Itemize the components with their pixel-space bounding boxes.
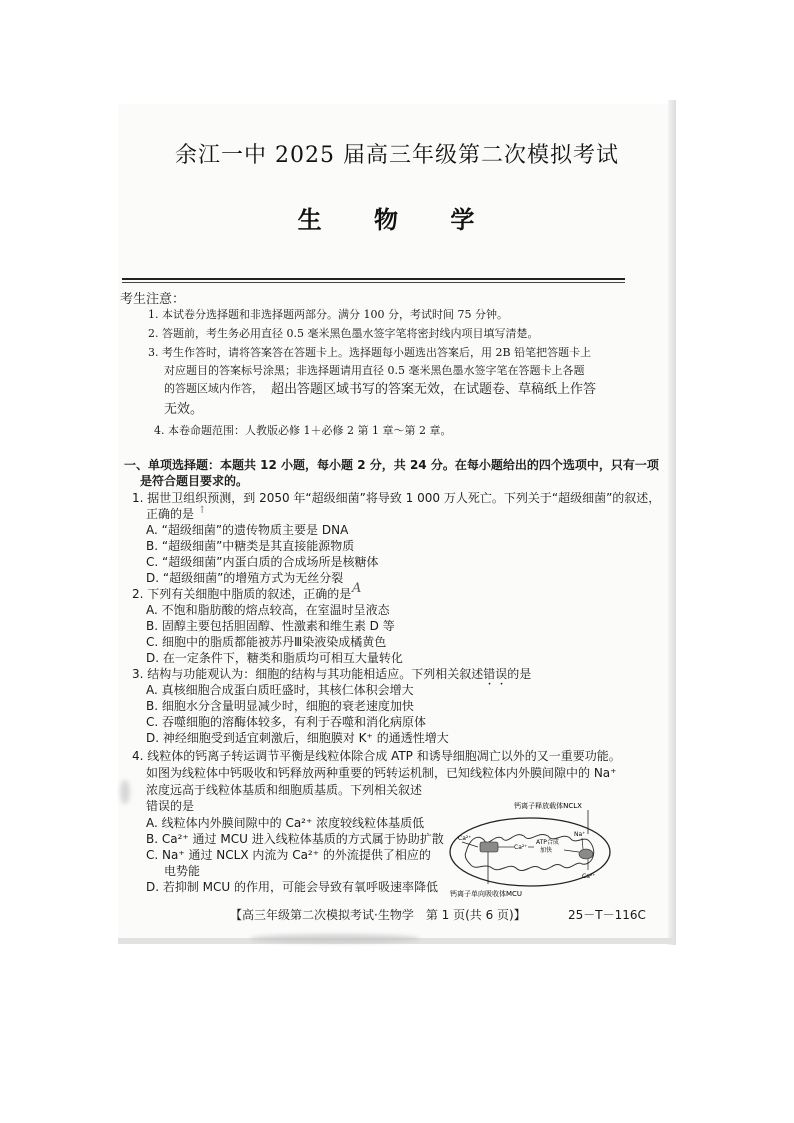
notice-item: 对应题目的答案标号涂黑；非选择题请用直径 0.5 毫米黑色墨水签字笔在答题卡上各题 <box>164 364 585 377</box>
ca-label-mid: Ca²⁺ <box>514 844 528 851</box>
question-4-option: D. 若抑制 MCU 的作用，可能会导致有氧呼吸速率降低 <box>146 880 439 894</box>
handwritten-mark: ↑ <box>198 505 207 516</box>
exam-code: 25－T－116C <box>568 908 646 922</box>
question-4-stem: 4. 线粒体的钙离子转运调节平衡是线粒体除合成 ATP 和诱导细胞凋亡以外的又一重要功能。 <box>132 749 621 763</box>
question-4-stem: 错误的是 <box>146 799 195 813</box>
question-3-option: A. 真核细胞合成蛋白质旺盛时，其核仁体积会增大 <box>146 683 414 697</box>
question-4-stem: 浓度远高于线粒体基质和细胞质基质。下列相关叙述 <box>146 783 423 797</box>
question-1-stem: 正确的是 <box>146 507 195 521</box>
notice-item-emphasis: 超出答题区域书写的答案无效，在试题卷、草稿纸上作答 <box>271 382 597 397</box>
notice-item: 的答题区域内作答， <box>164 382 263 395</box>
notice-title: 考生注意： <box>120 292 186 307</box>
ca-label-left: Ca²⁺ <box>458 835 472 842</box>
question-4-stem: 如图为线粒体中钙吸收和钙释放两种重要的钙转运机制，已知线粒体内外膜间隙中的 Na⁺ <box>146 766 617 780</box>
question-2-option: B. 固醇主要包括胆固醇、性激素和维生素 D 等 <box>146 619 395 633</box>
atp-label: ATP合成 <box>536 839 559 846</box>
question-2-stem: 2. 下列有关细胞中脂质的叙述，正确的是 <box>132 587 352 601</box>
question-3-option: B. 细胞水分含量明显减少时，细胞的衰老速度加快 <box>146 699 414 713</box>
handwritten-mark: A <box>352 581 362 596</box>
nclx-carrier <box>579 849 593 859</box>
nclx-label: 钙离子释放载体NCLX <box>514 802 582 810</box>
notice-item: 1. 本试卷分选择题和非选择题两部分。满分 100 分，考试时间 75 分钟。 <box>148 308 508 321</box>
ca-label-right: Ca²⁺ <box>582 873 596 880</box>
atp-label: 加快 <box>540 847 553 854</box>
notice-item: 3. 考生作答时，请将答案答在答题卡上。选择题每小题选出答案后，用 2B 铅笔把答题卡上 <box>148 346 592 359</box>
question-2-option: D. 在一定条件下，糖类和脂质均可相互大量转化 <box>146 651 403 665</box>
mcu-label: 钙离子单向吸收体MCU <box>450 890 523 898</box>
question-1-option: C. “超级细菌”内蛋白质的合成场所是核糖体 <box>146 555 379 569</box>
notice-item: 无效。 <box>164 402 204 417</box>
question-1-option: B. “超级细菌”中糖类是其直接能源物质 <box>146 539 355 553</box>
section-heading: 一、单项选择题：本题共 12 小题，每小题 2 分，共 24 分。在每小题给出的四个选项中，只有一项 <box>124 458 659 472</box>
question-1-option: A. “超级细菌”的遗传物质主要是 DNA <box>146 523 349 537</box>
question-3-option: D. 神经细胞受到适宜刺激后，细胞膜对 K⁺ 的通透性增大 <box>146 731 449 745</box>
question-2-option: C. 细胞中的脂质都能被苏丹Ⅲ染液染成橘黄色 <box>146 635 387 649</box>
na-label: Na⁺ <box>574 831 586 838</box>
question-4-option: A. 线粒体内外膜间隙中的 Ca²⁺ 浓度较线粒体基质低 <box>146 816 425 830</box>
exam-title: 余江一中 2025 届高三年级第二次模拟考试 <box>175 143 619 168</box>
section-heading: 是符合题目要求的。 <box>140 474 249 488</box>
question-1-stem: 1. 据世卫组织预测，到 2050 年“超级细菌”将导致 1 000 万人死亡。下列关于“超级细菌”的叙述， <box>132 491 661 505</box>
question-3-stem: 3. 结构与功能观认为：细胞的结构与其功能相适应。下列相关叙述错误的是 <box>132 667 532 681</box>
mcu-channel <box>480 842 498 852</box>
question-4-option: B. Ca²⁺ 通过 MCU 进入线粒体基质的方式属于协助扩散 <box>146 832 444 846</box>
question-4-option: 电势能 <box>164 864 201 878</box>
notice-item: 4. 本卷命题范围：人教版必修 1＋必修 2 第 1 章～第 2 章。 <box>154 424 452 437</box>
scan-smudge <box>250 934 420 943</box>
question-3-option: C. 吞噬细胞的溶酶体较多，有利于吞噬和消化病原体 <box>146 715 427 729</box>
inner-membrane <box>465 834 593 870</box>
title-rule <box>122 282 625 283</box>
question-2-option: A. 不饱和脂肪酸的熔点较高，在室温时呈液态 <box>146 603 390 617</box>
question-1-option: D. “超级细菌”的增殖方式为无丝分裂 <box>146 571 344 585</box>
exam-subject: 生 物 学 <box>297 205 497 234</box>
question-4-option: C. Na⁺ 通过 NCLX 内流为 Ca²⁺ 的外流提供了相应的 <box>146 848 431 862</box>
notice-item: 2. 答题前，考生务必用直径 0.5 毫米黑色墨水签字笔将密封线内项目填写清楚。 <box>148 327 539 340</box>
title-rule <box>122 278 625 280</box>
scan-smudge <box>120 780 130 804</box>
page-footer: 【高三年级第二次模拟考试·生物学 第 1 页(共 6 页)】 <box>230 908 526 922</box>
mitochondrion-diagram <box>448 800 612 900</box>
